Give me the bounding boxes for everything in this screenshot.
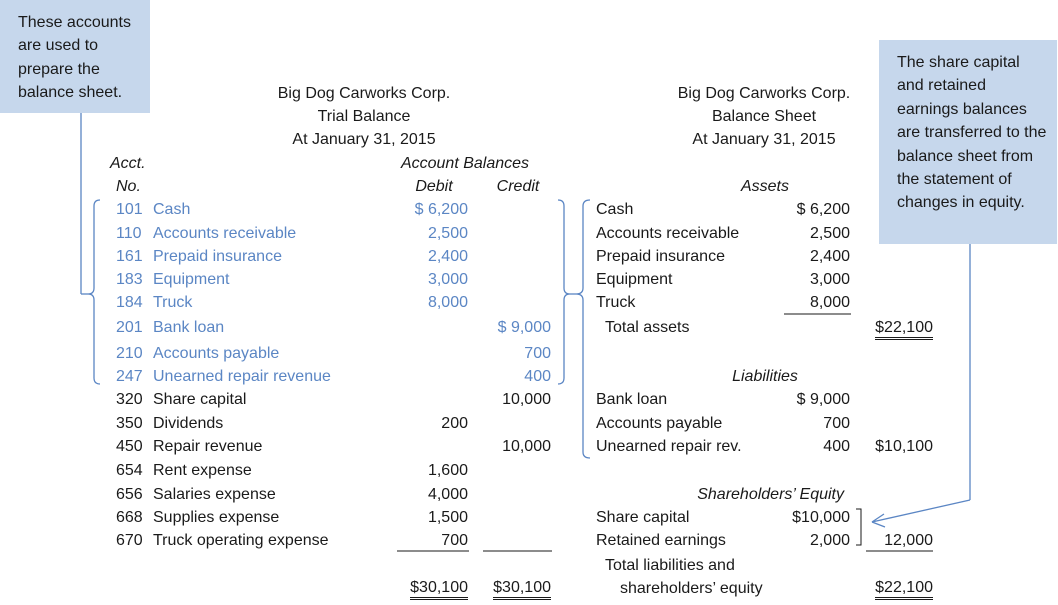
tb-name: Repair revenue <box>153 438 263 455</box>
tb-name: Bank loan <box>153 319 225 336</box>
bs-liability-amount: 400 <box>823 438 850 455</box>
tb-credit: 700 <box>524 345 551 362</box>
bs-asset-name: Accounts receivable <box>596 225 740 242</box>
tb-no: 654 <box>116 462 143 479</box>
bs-equity-amount: $10,000 <box>792 509 850 526</box>
tb-no: 184 <box>116 294 143 311</box>
total-equity: 12,000 <box>884 532 933 549</box>
tb-no: 161 <box>116 248 143 265</box>
right-note-text: The share capital and retained earnings balances are transferred to the balance sheet from the statement of changes in equity. <box>897 54 1047 212</box>
bs-equity-amount: 2,000 <box>809 532 850 549</box>
left-note-text: These accounts are used to prepare the balance sheet. <box>18 14 131 102</box>
tb-no: 670 <box>116 532 143 549</box>
tb-name: Cash <box>153 201 191 218</box>
tb-right-bracket <box>558 200 570 384</box>
bs-liability-name: Accounts payable <box>596 415 723 432</box>
liabilities-header: Liabilities <box>732 368 798 385</box>
tb-date: At January 31, 2015 <box>292 131 436 148</box>
tb-debit: 1,600 <box>427 462 468 479</box>
tb-title: Trial Balance <box>317 108 411 125</box>
tb-name: Salaries expense <box>153 486 276 503</box>
bs-date: At January 31, 2015 <box>692 131 836 148</box>
bs-asset-name: Cash <box>596 201 634 218</box>
credit-header: Credit <box>496 178 540 195</box>
tb-name: Supplies expense <box>153 509 280 526</box>
tb-debit: 700 <box>441 532 468 549</box>
tb-no: 350 <box>116 415 143 432</box>
debit-header: Debit <box>415 178 453 195</box>
tb-name: Accounts receivable <box>153 225 297 242</box>
bs-liability-name: Bank loan <box>596 391 668 408</box>
bs-equity-name: Retained earnings <box>596 532 726 549</box>
tb-no: 110 <box>116 225 142 242</box>
tb-name: Share capital <box>153 391 247 408</box>
bs-liability-amount: $ 9,000 <box>796 391 850 408</box>
tb-name: Prepaid insurance <box>153 248 282 265</box>
bs-title: Balance Sheet <box>711 108 817 125</box>
tb-name: Truck operating expense <box>153 532 329 549</box>
tb-name: Truck <box>153 294 193 311</box>
tb-debit: 3,000 <box>427 271 468 288</box>
assets-header: Assets <box>740 178 789 195</box>
tb-name: Rent expense <box>153 462 252 479</box>
tb-debit: 1,500 <box>427 509 468 526</box>
bs-equity-name: Share capital <box>596 509 690 526</box>
tb-total-debit: $30,100 <box>410 578 468 597</box>
bs-left-bracket <box>576 200 590 458</box>
total-le: $22,100 <box>875 578 933 597</box>
total-assets-label: Total assets <box>605 319 690 336</box>
acct-header: Acct. <box>110 155 146 172</box>
tb-name: Equipment <box>153 271 230 288</box>
tb-no: 668 <box>116 509 143 526</box>
tb-no: 656 <box>116 486 143 503</box>
tb-credit: $ 9,000 <box>497 319 551 336</box>
bs-asset-amount: 3,000 <box>809 271 850 288</box>
tb-no: 320 <box>116 391 143 408</box>
tb-debit: 2,500 <box>427 225 468 242</box>
tb-debit: $ 6,200 <box>414 201 468 218</box>
bs-asset-name: Prepaid insurance <box>596 248 725 265</box>
total-liabilities: $10,100 <box>875 438 933 455</box>
tb-debit: 4,000 <box>427 486 468 503</box>
bs-asset-amount: 2,500 <box>809 225 850 242</box>
no-header: No. <box>116 178 141 195</box>
tb-debit: 8,000 <box>427 294 468 311</box>
total-assets: $22,100 <box>875 318 933 337</box>
tb-no: 101 <box>116 201 143 218</box>
bs-asset-amount: $ 6,200 <box>796 201 850 218</box>
tb-credit: 400 <box>524 368 551 385</box>
bs-asset-amount: 8,000 <box>809 294 850 311</box>
tb-no: 247 <box>116 368 143 385</box>
tb-total-credit: $30,100 <box>493 578 551 597</box>
tb-no: 201 <box>116 319 143 336</box>
tb-credit: 10,000 <box>502 391 551 408</box>
total-le-label-2: shareholders’ equity <box>620 580 763 597</box>
balances-header: Account Balances <box>400 155 530 172</box>
tb-name: Accounts payable <box>153 345 280 362</box>
bs-asset-name: Truck <box>596 294 636 311</box>
equity-bracket <box>856 509 861 545</box>
bs-liability-name: Unearned repair rev. <box>596 438 742 455</box>
bs-liability-amount: 700 <box>823 415 850 432</box>
bs-asset-name: Equipment <box>596 271 673 288</box>
right-arrow-line <box>872 500 970 522</box>
tb-name: Unearned repair revenue <box>153 368 331 385</box>
bs-company: Big Dog Carworks Corp. <box>677 85 851 102</box>
left-bracket <box>88 200 100 384</box>
tb-debit: 200 <box>441 415 468 432</box>
tb-name: Dividends <box>153 415 224 432</box>
tb-no: 210 <box>116 345 143 362</box>
tb-credit: 10,000 <box>502 438 551 455</box>
equity-header: Shareholders’ Equity <box>697 486 844 503</box>
total-le-label-1: Total liabilities and <box>605 557 735 574</box>
tb-no: 450 <box>116 438 143 455</box>
tb-company: Big Dog Carworks Corp. <box>277 85 451 102</box>
tb-no: 183 <box>116 271 143 288</box>
tb-debit: 2,400 <box>427 248 468 265</box>
bs-asset-amount: 2,400 <box>809 248 850 265</box>
